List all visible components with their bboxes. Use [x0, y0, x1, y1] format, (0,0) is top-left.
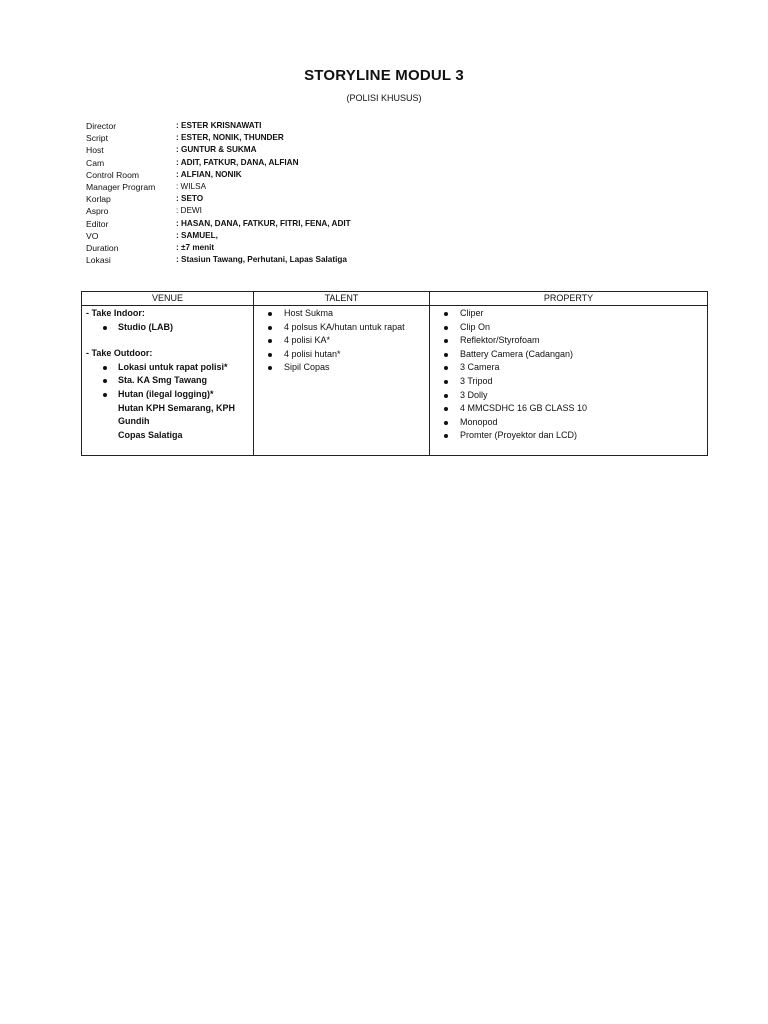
property-cell: [430, 306, 708, 456]
list-item: Sta. KA Smg Tawang: [86, 374, 249, 388]
crew-value: : GUNTUR & SUKMA: [176, 145, 257, 155]
list-item: 3 Tripod: [434, 375, 703, 389]
table-row: [82, 306, 708, 456]
crew-value: : WILSA: [176, 182, 207, 192]
list-item: Studio (LAB): [86, 321, 249, 335]
crew-role: Cam: [86, 157, 105, 168]
property-list: [434, 307, 703, 443]
list-item: Promter (Proyektor dan LCD): [434, 429, 703, 443]
list-item: Hutan (ilegal logging)*: [86, 388, 249, 402]
header-property: PROPERTY: [430, 292, 708, 306]
indoor-heading: - Take Indoor:: [86, 308, 145, 318]
list-item: Host Sukma: [258, 307, 425, 321]
crew-row: [86, 181, 351, 193]
crew-row: [86, 230, 351, 242]
crew-row: [86, 254, 351, 266]
crew-value: : ±7 menit: [176, 243, 215, 253]
crew-value: : ADIT, FATKUR, DANA, ALFIAN: [176, 157, 299, 167]
crew-row: [86, 132, 351, 144]
spacer: [86, 334, 249, 347]
crew-row: [86, 193, 351, 205]
crew-role: Editor: [86, 218, 109, 229]
crew-role: Host: [86, 145, 104, 156]
crew-value: : HASAN, DANA, FATKUR, FITRI, FENA, ADIT: [176, 218, 351, 228]
list-item: Sipil Copas: [258, 361, 425, 375]
talent-list: [258, 307, 425, 375]
crew-role: Korlap: [86, 194, 111, 205]
crew-row: [86, 144, 351, 156]
list-item: Monopod: [434, 416, 703, 430]
production-table: [81, 291, 708, 456]
header-venue: VENUE: [82, 292, 254, 306]
list-item: Cliper: [434, 307, 703, 321]
list-item: 4 MMCSDHC 16 GB CLASS 10: [434, 402, 703, 416]
document-title: STORYLINE MODUL 3: [304, 67, 464, 84]
outdoor-list: [86, 361, 249, 402]
list-item: Reflektor/Styrofoam: [434, 334, 703, 348]
crew-role: VO: [86, 230, 99, 241]
crew-row: [86, 120, 351, 132]
crew-value: : SETO: [176, 194, 204, 204]
crew-role: Aspro: [86, 206, 109, 217]
document-subtitle: (POLISI KHUSUS): [346, 93, 422, 103]
continuation-line: Copas Salatiga: [118, 429, 183, 440]
crew-row: [86, 169, 351, 181]
list-item: Battery Camera (Cadangan): [434, 348, 703, 362]
crew-role: Director: [86, 121, 117, 131]
list-item: Lokasi untuk rapat polisi*: [86, 361, 249, 375]
crew-value: : ESTER KRISNAWATI: [176, 121, 262, 130]
table-header-row: [82, 292, 708, 306]
crew-role: Lokasi: [86, 255, 111, 266]
crew-value: : ALFIAN, NONIK: [176, 169, 242, 179]
continuation-line: Gundih: [118, 416, 150, 427]
outdoor-continuation: [86, 402, 249, 443]
header-talent: TALENT: [254, 292, 430, 306]
talent-cell: [254, 306, 430, 456]
list-item: 3 Dolly: [434, 389, 703, 403]
crew-row: [86, 218, 351, 230]
indoor-list: [86, 321, 249, 335]
crew-row: [86, 242, 351, 254]
list-item: 3 Camera: [434, 361, 703, 375]
crew-role: Control Room: [86, 169, 140, 180]
crew-row: [86, 205, 351, 217]
venue-cell: [82, 306, 254, 456]
crew-row: [86, 157, 351, 169]
crew-role: Script: [86, 133, 108, 144]
crew-value: : Stasiun Tawang, Perhutani, Lapas Salatiga: [176, 255, 347, 265]
list-item: 4 polsus KA/hutan untuk rapat: [258, 321, 425, 335]
list-item: Clip On: [434, 321, 703, 335]
continuation-line: Hutan KPH Semarang, KPH: [118, 402, 236, 413]
crew-role: Duration: [86, 243, 119, 254]
crew-role: Manager Program: [86, 182, 156, 193]
list-item: 4 polisi KA*: [258, 334, 425, 348]
crew-value: : ESTER, NONIK, THUNDER: [176, 133, 284, 143]
crew-value: : DEWI: [176, 206, 202, 216]
outdoor-heading: - Take Outdoor:: [86, 348, 153, 359]
crew-value: : SAMUEL,: [176, 230, 218, 240]
list-item: 4 polisi hutan*: [258, 348, 425, 362]
crew-list: [86, 120, 351, 266]
